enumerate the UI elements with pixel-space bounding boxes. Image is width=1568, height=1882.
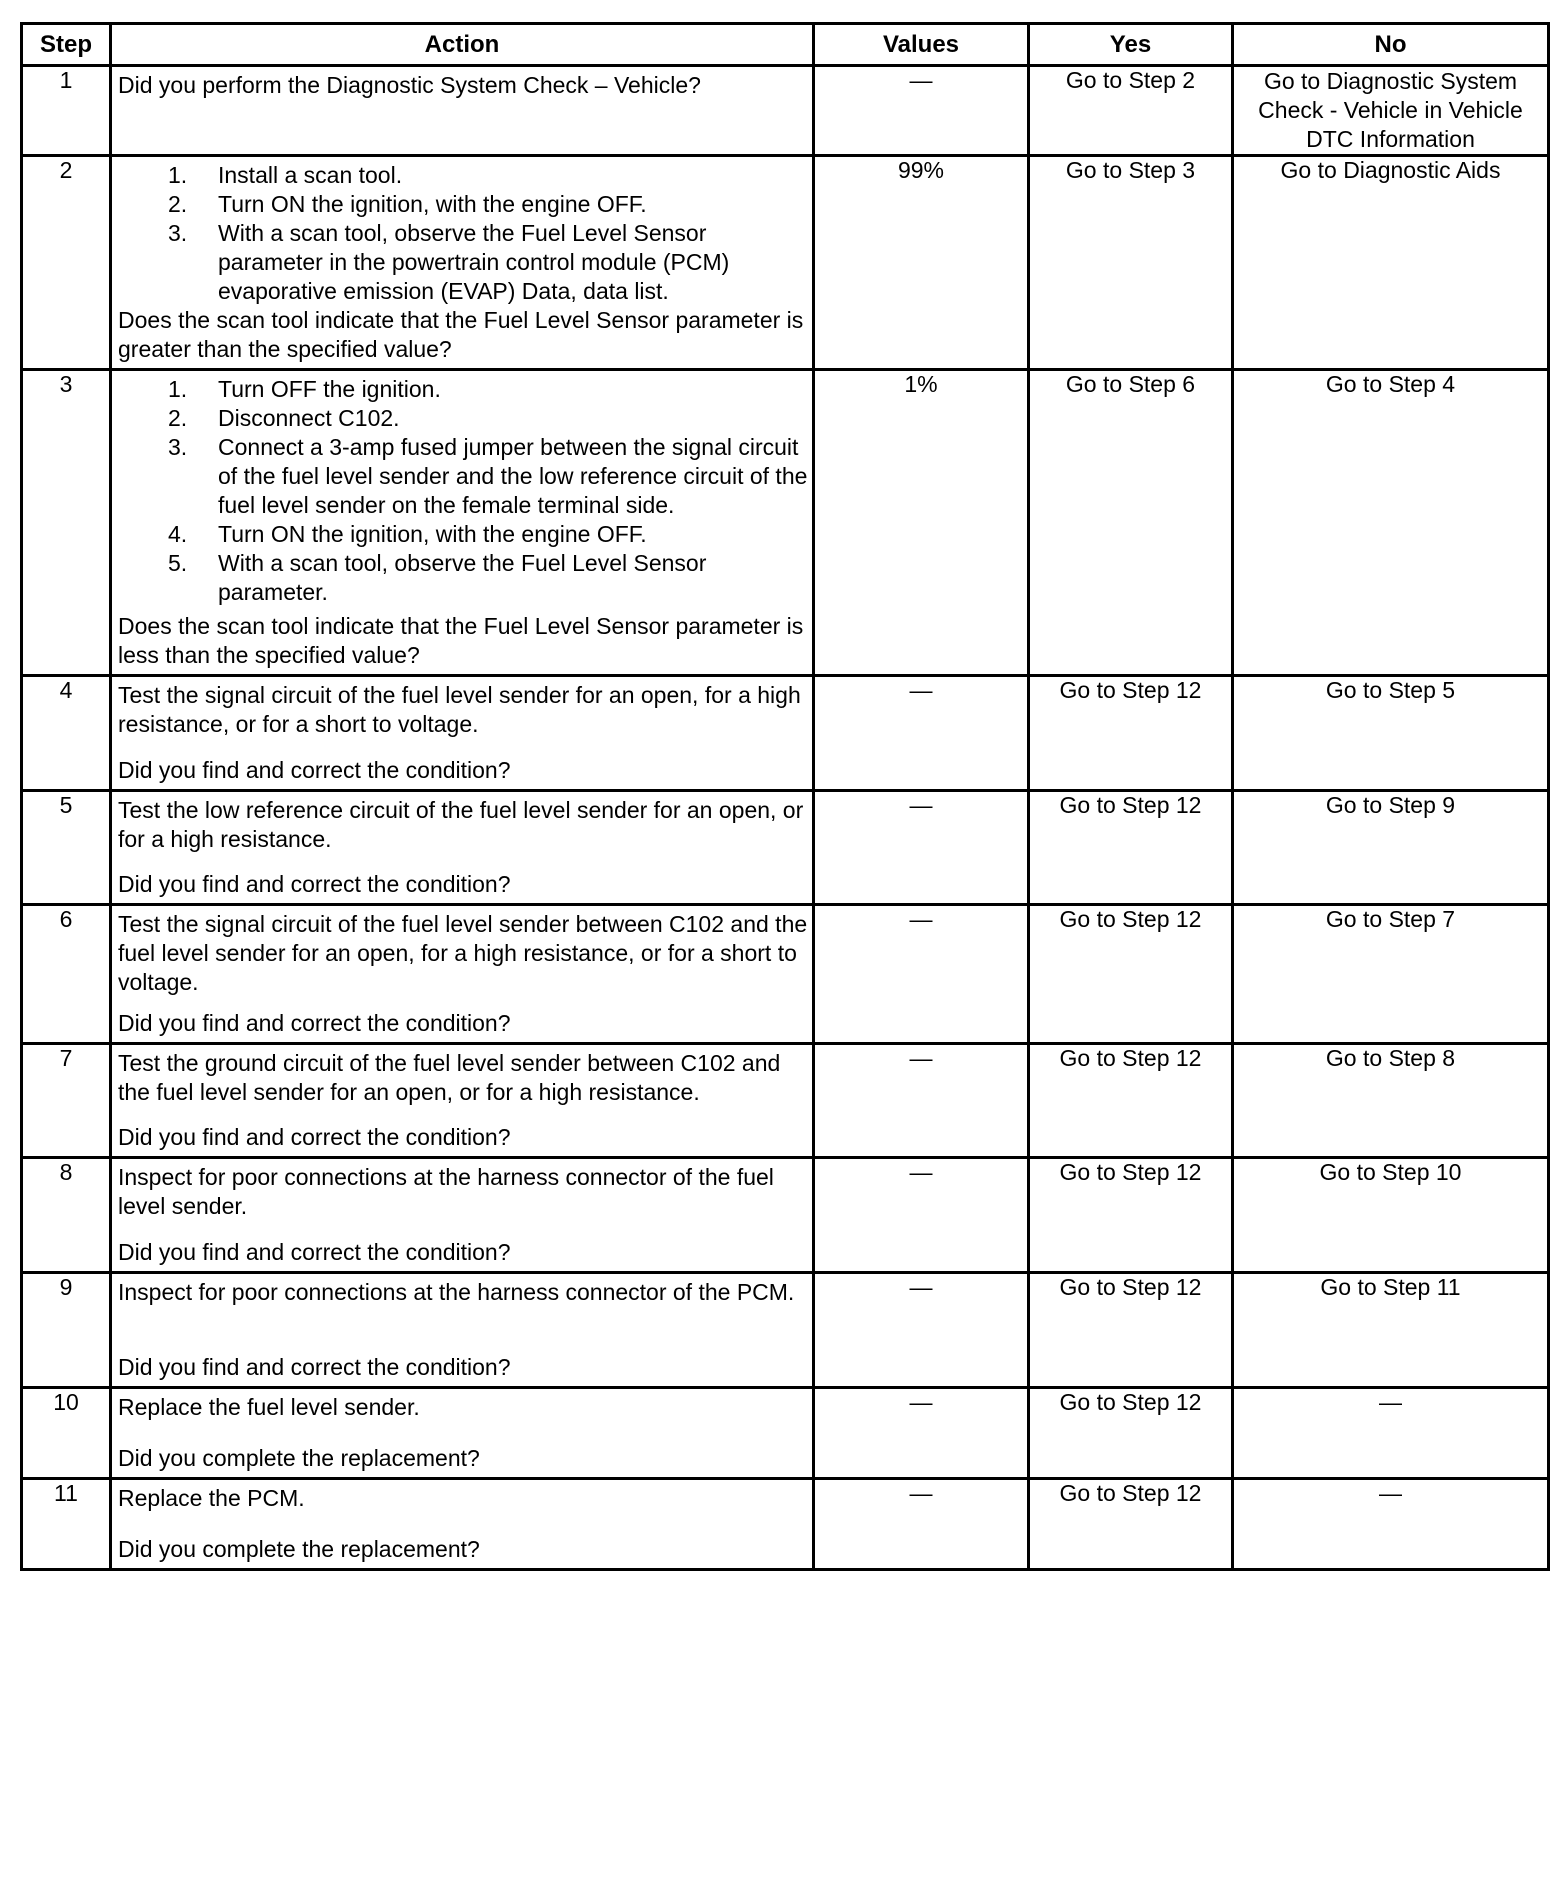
step-number: 5 xyxy=(22,791,111,905)
action-instruction: Test the ground circuit of the fuel level sender between C102 and the fuel level sender for an open, or for a high resistance. xyxy=(118,1050,781,1105)
instruction-text: Turn OFF the ignition. xyxy=(218,376,441,402)
instruction-number: 5. xyxy=(168,550,188,576)
action-top xyxy=(118,375,808,607)
action-instruction: Replace the fuel level sender. xyxy=(118,1394,420,1420)
table-row xyxy=(22,156,1549,370)
action-question: Did you find and correct the condition? xyxy=(118,1239,511,1265)
table-row xyxy=(22,66,1549,156)
yes-cell: Go to Step 2 xyxy=(1029,66,1233,156)
instruction-number: 3. xyxy=(168,434,188,460)
header-values: Values xyxy=(814,24,1029,66)
action-instruction: Inspect for poor connections at the harness connector of the fuel level sender. xyxy=(118,1164,774,1219)
instruction-text: With a scan tool, observe the Fuel Level Sensor parameter in the powertrain control module (PCM) evaporative emission (EVAP) Data, data list. xyxy=(218,220,730,304)
yes-cell: Go to Step 12 xyxy=(1029,1044,1233,1158)
value-cell: 99% xyxy=(814,156,1029,370)
table-row xyxy=(22,1158,1549,1273)
yes-cell: Go to Step 12 xyxy=(1029,676,1233,791)
action-top xyxy=(118,910,808,997)
table-row xyxy=(22,1044,1549,1158)
value-cell: — xyxy=(814,66,1029,156)
instruction-text: Connect a 3-amp fused jumper between the signal circuit of the fuel level sender and the low reference circuit of the fuel level sender on the female terminal side. xyxy=(218,434,808,518)
action-content xyxy=(112,1045,812,1156)
action-top xyxy=(118,1278,808,1307)
yes-cell: Go to Step 12 xyxy=(1029,1273,1233,1388)
instruction-item xyxy=(168,161,808,190)
step-number: 10 xyxy=(22,1388,111,1479)
yes-cell: Go to Step 12 xyxy=(1029,1479,1233,1570)
action-cell xyxy=(111,66,814,156)
action-top xyxy=(118,71,808,100)
no-cell: Go to Step 7 xyxy=(1233,905,1549,1044)
instruction-text: Turn ON the ignition, with the engine OFF. xyxy=(218,191,647,217)
action-top xyxy=(118,681,808,739)
instruction-item xyxy=(168,404,808,433)
instruction-number: 4. xyxy=(168,521,188,547)
instruction-text: Turn ON the ignition, with the engine OFF. xyxy=(218,521,647,547)
instruction-number: 1. xyxy=(168,162,188,188)
action-content xyxy=(112,1274,812,1386)
instruction-item xyxy=(168,190,808,219)
no-cell: Go to Diagnostic Aids xyxy=(1233,156,1549,370)
value-cell: — xyxy=(814,905,1029,1044)
diagnostic-table xyxy=(20,22,1550,1571)
instruction-number: 3. xyxy=(168,220,188,246)
action-instruction: Test the low reference circuit of the fuel level sender for an open, or for a high resistance. xyxy=(118,797,804,852)
no-cell: — xyxy=(1233,1479,1549,1570)
value-cell: — xyxy=(814,1479,1029,1570)
action-question: Did you find and correct the condition? xyxy=(118,1010,511,1036)
value-cell: 1% xyxy=(814,370,1029,676)
action-question: Did you complete the replacement? xyxy=(118,1445,480,1471)
action-top xyxy=(118,161,808,306)
instruction-text: Disconnect C102. xyxy=(218,405,400,431)
action-instruction: Replace the PCM. xyxy=(118,1485,305,1511)
action-instruction: Inspect for poor connections at the harness connector of the PCM. xyxy=(118,1279,795,1305)
action-question: Did you find and correct the condition? xyxy=(118,757,511,783)
instruction-item xyxy=(168,520,808,549)
step-number: 11 xyxy=(22,1479,111,1570)
action-cell xyxy=(111,905,814,1044)
no-cell: Go to Step 11 xyxy=(1233,1273,1549,1388)
action-instruction: Test the signal circuit of the fuel level sender for an open, for a high resistance, or for a short to voltage. xyxy=(118,682,801,737)
step-number: 4 xyxy=(22,676,111,791)
header-yes: Yes xyxy=(1029,24,1233,66)
action-content xyxy=(112,157,812,368)
instruction-item xyxy=(168,433,808,520)
no-cell: Go to Step 9 xyxy=(1233,791,1549,905)
no-cell: Go to Step 10 xyxy=(1233,1158,1549,1273)
action-content xyxy=(112,677,812,789)
action-cell xyxy=(111,370,814,676)
step-number: 8 xyxy=(22,1158,111,1273)
no-cell: Go to Step 8 xyxy=(1233,1044,1549,1158)
no-cell: Go to Diagnostic System Check - Vehicle in Vehicle DTC Information xyxy=(1233,66,1549,156)
no-cell: Go to Step 4 xyxy=(1233,370,1549,676)
action-cell xyxy=(111,791,814,905)
header-action: Action xyxy=(111,24,814,66)
no-cell: Go to Step 5 xyxy=(1233,676,1549,791)
action-content xyxy=(112,792,812,903)
action-content xyxy=(112,67,812,154)
value-cell: — xyxy=(814,1158,1029,1273)
yes-cell: Go to Step 12 xyxy=(1029,905,1233,1044)
action-cell xyxy=(111,1388,814,1479)
action-cell xyxy=(111,1273,814,1388)
instruction-item xyxy=(168,549,808,607)
action-question: Did you find and correct the condition? xyxy=(118,871,511,897)
header-row xyxy=(22,24,1549,66)
instruction-list xyxy=(118,161,808,306)
value-cell: — xyxy=(814,1388,1029,1479)
yes-cell: Go to Step 12 xyxy=(1029,1158,1233,1273)
step-number: 9 xyxy=(22,1273,111,1388)
yes-cell: Go to Step 3 xyxy=(1029,156,1233,370)
action-content xyxy=(112,1389,812,1477)
yes-cell: Go to Step 12 xyxy=(1029,791,1233,905)
value-cell: — xyxy=(814,791,1029,905)
action-cell xyxy=(111,676,814,791)
instruction-text: With a scan tool, observe the Fuel Level Sensor parameter. xyxy=(218,550,707,605)
action-content xyxy=(112,906,812,1042)
action-instruction: Did you perform the Diagnostic System Check – Vehicle? xyxy=(118,72,701,98)
action-top xyxy=(118,1484,808,1513)
action-question: Does the scan tool indicate that the Fuel Level Sensor parameter is greater than the specified value? xyxy=(118,307,804,362)
value-cell: — xyxy=(814,1273,1029,1388)
action-question: Did you complete the replacement? xyxy=(118,1536,480,1562)
instruction-number: 2. xyxy=(168,405,188,431)
value-cell: — xyxy=(814,676,1029,791)
action-cell xyxy=(111,1044,814,1158)
action-question: Did you find and correct the condition? xyxy=(118,1354,511,1380)
header-no: No xyxy=(1233,24,1549,66)
step-number: 6 xyxy=(22,905,111,1044)
action-top xyxy=(118,1393,808,1422)
step-number: 2 xyxy=(22,156,111,370)
step-number: 7 xyxy=(22,1044,111,1158)
instruction-item xyxy=(168,219,808,306)
header-step: Step xyxy=(22,24,111,66)
step-number: 3 xyxy=(22,370,111,676)
table-row xyxy=(22,1479,1549,1570)
action-question: Does the scan tool indicate that the Fuel Level Sensor parameter is less than the specified value? xyxy=(118,613,804,668)
table-row xyxy=(22,676,1549,791)
action-top xyxy=(118,1049,808,1107)
action-content xyxy=(112,1159,812,1271)
table-row xyxy=(22,905,1549,1044)
instruction-number: 1. xyxy=(168,376,188,402)
instruction-text: Install a scan tool. xyxy=(218,162,403,188)
action-cell xyxy=(111,1479,814,1570)
action-content xyxy=(112,1480,812,1568)
no-cell: — xyxy=(1233,1388,1549,1479)
instruction-item xyxy=(168,375,808,404)
action-top xyxy=(118,796,808,854)
step-number: 1 xyxy=(22,66,111,156)
instruction-number: 2. xyxy=(168,191,188,217)
yes-cell: Go to Step 6 xyxy=(1029,370,1233,676)
action-cell xyxy=(111,1158,814,1273)
table-row xyxy=(22,1388,1549,1479)
action-instruction: Test the signal circuit of the fuel level sender between C102 and the fuel level sender for an open, for a high resistance, or for a short to voltage. xyxy=(118,911,808,995)
value-cell: — xyxy=(814,1044,1029,1158)
action-cell xyxy=(111,156,814,370)
table-row xyxy=(22,1273,1549,1388)
yes-cell: Go to Step 12 xyxy=(1029,1388,1233,1479)
action-top xyxy=(118,1163,808,1221)
table-row xyxy=(22,791,1549,905)
table-row xyxy=(22,370,1549,676)
action-content xyxy=(112,371,812,674)
instruction-list xyxy=(118,375,808,607)
action-question: Did you find and correct the condition? xyxy=(118,1124,511,1150)
